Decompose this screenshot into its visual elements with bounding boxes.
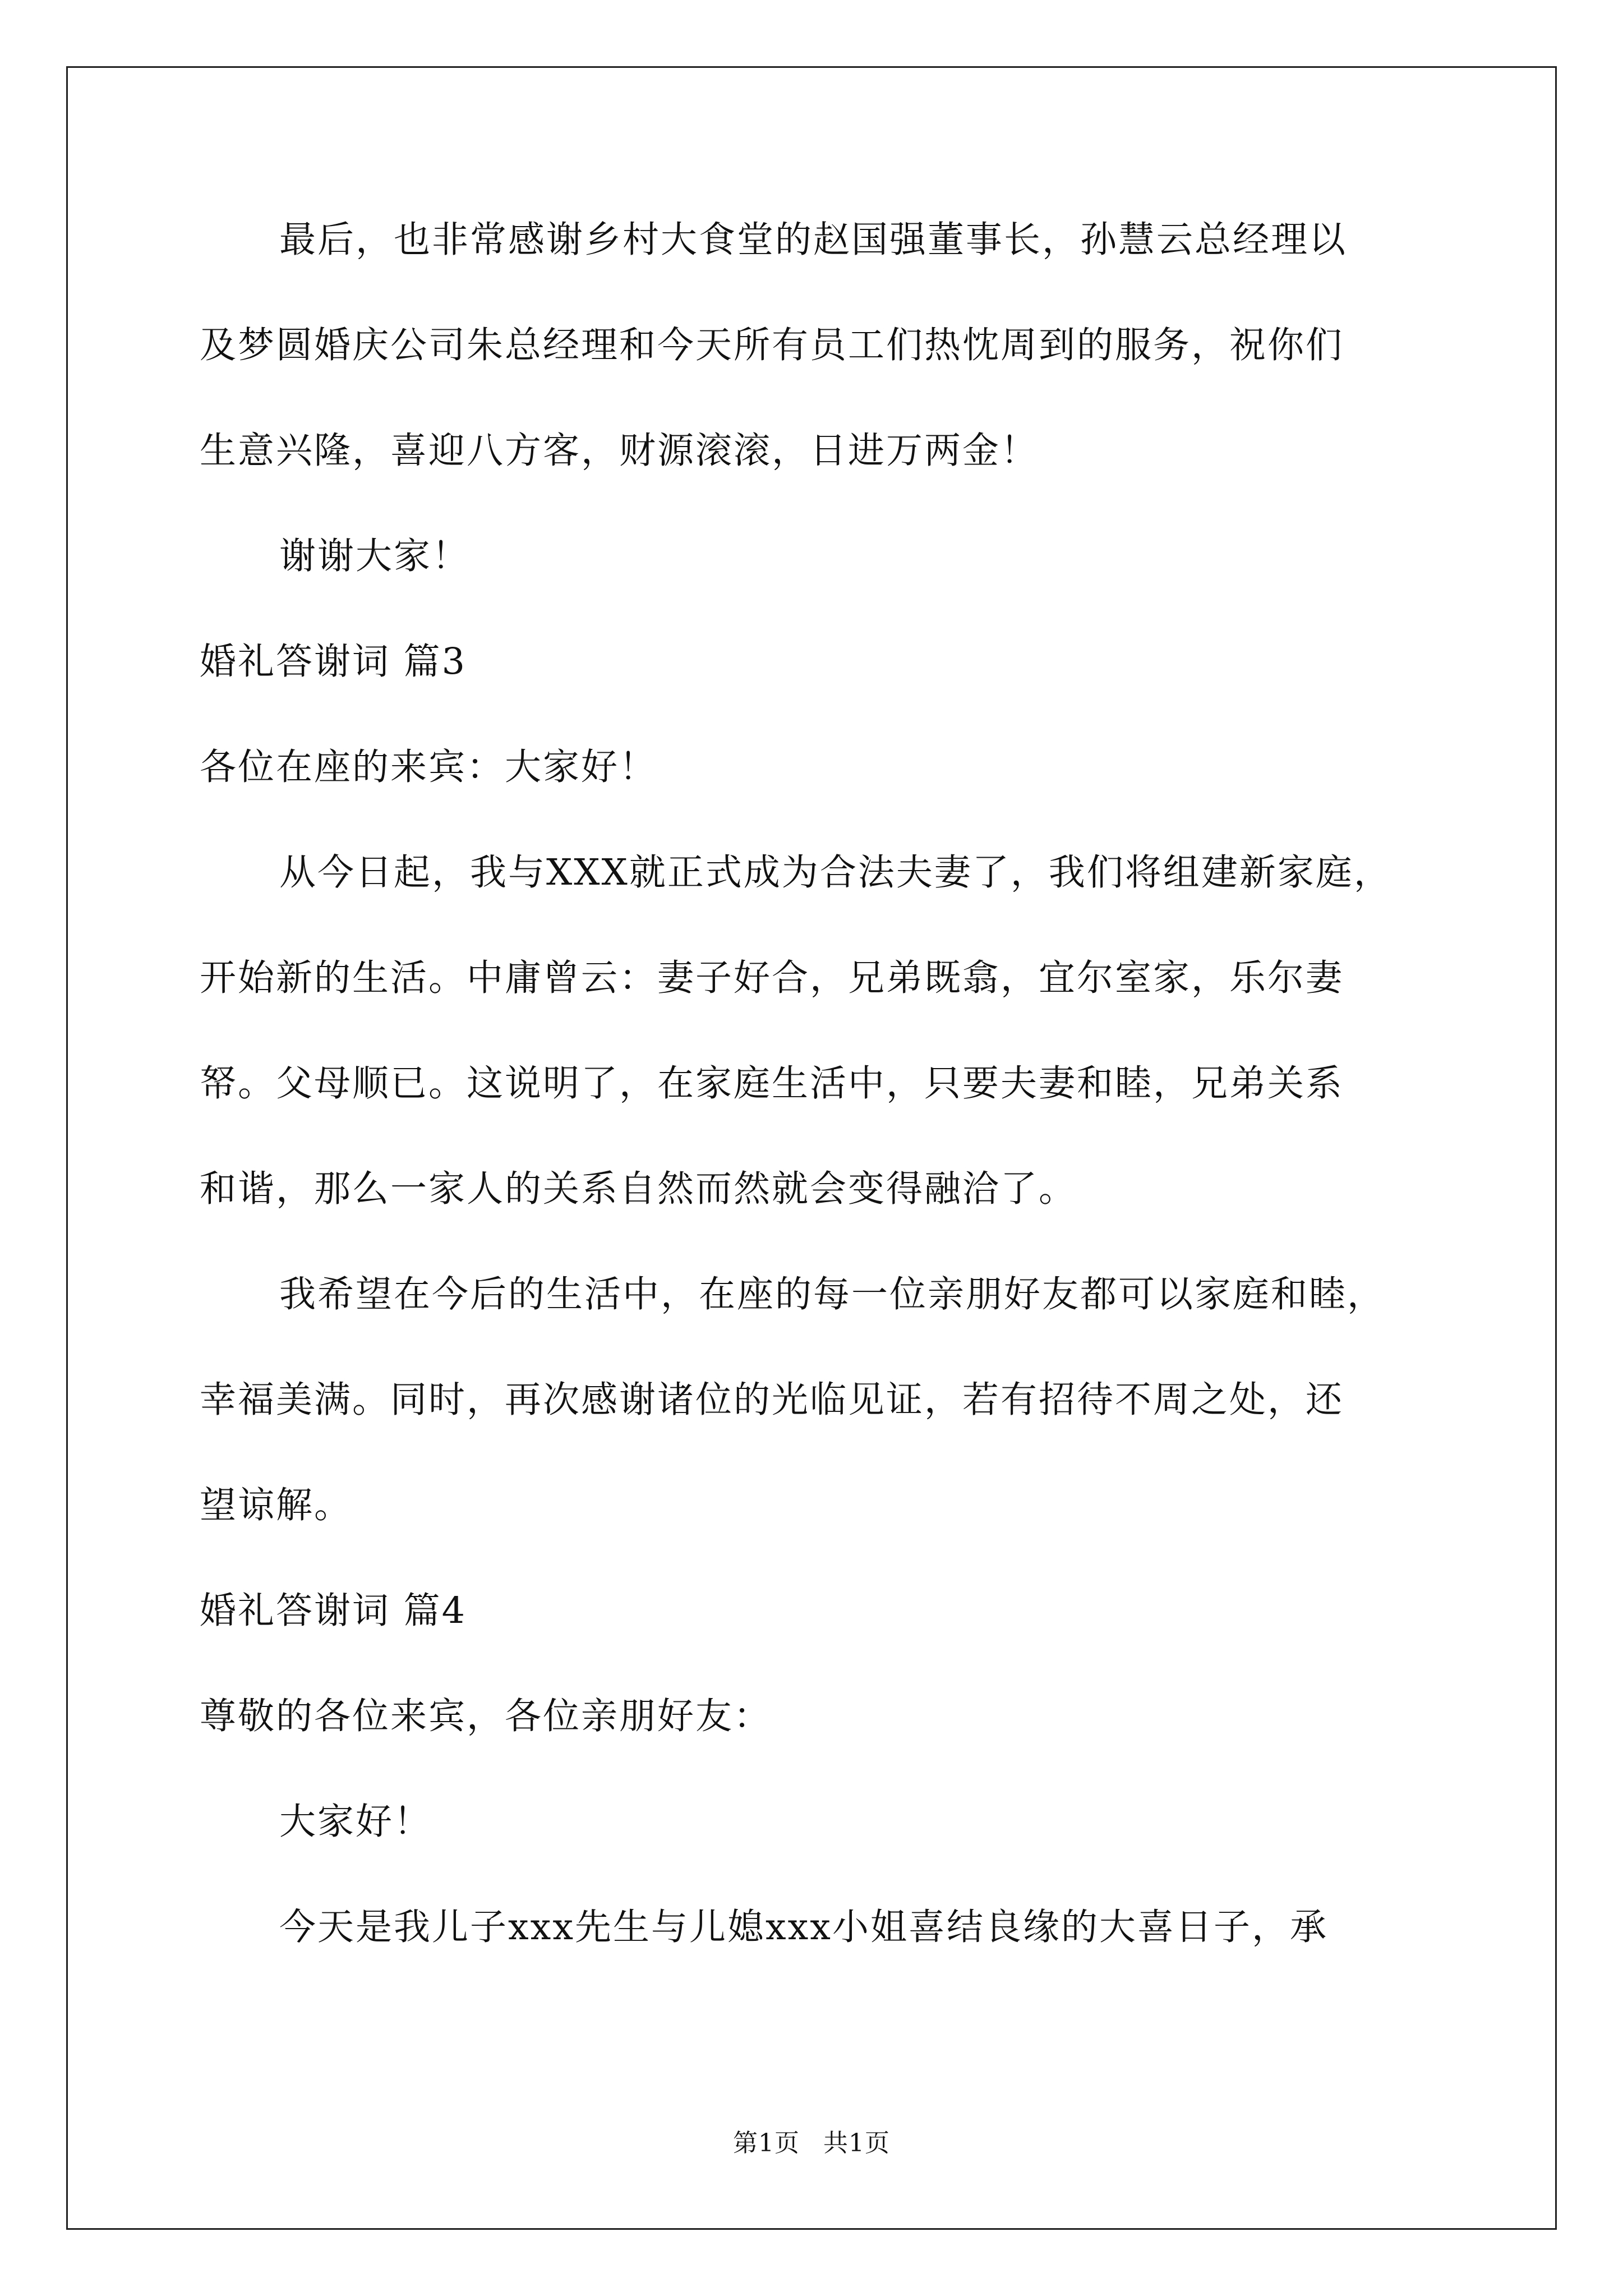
- paragraph-line: 最后，也非常感谢乡村大食堂的赵国强董事长，孙慧云总经理以: [279, 219, 1348, 261]
- page-footer: [0, 2128, 1623, 2159]
- section-heading: 婚礼答谢词 篇4: [200, 1590, 467, 1632]
- salutation: 尊敬的各位来宾，各位亲朋好友：: [200, 1695, 772, 1737]
- paragraph-line: 生意兴隆，喜迎八方客，财源滚滚，日进万两金！: [200, 430, 1039, 472]
- paragraph-line: 及梦圆婚庆公司朱总经理和今天所有员工们热忱周到的服务，祝你们: [200, 324, 1344, 366]
- paragraph-line: 我希望在今后的生活中，在座的每一位亲朋好友都可以家庭和睦，: [279, 1273, 1386, 1315]
- section-heading: 婚礼答谢词 篇3: [200, 641, 467, 683]
- paragraph-line: 大家好！: [279, 1801, 432, 1843]
- paragraph-line: 和谐，那么一家人的关系自然而然就会变得融洽了。: [200, 1168, 1077, 1210]
- paragraph-line: 幸福美满。同时，再次感谢诸位的光临见证，若有招待不周之处，还: [200, 1379, 1344, 1421]
- paragraph-line: 今天是我儿子xxx先生与儿媳xxx小姐喜结良缘的大喜日子，承: [279, 1906, 1328, 1948]
- salutation: 各位在座的来宾：大家好！: [200, 746, 658, 788]
- paragraph-line: 谢谢大家！: [279, 535, 471, 577]
- paragraph-line: 望谅解。: [200, 1484, 353, 1526]
- paragraph-line: 开始新的生活。中庸曾云：妻子好合，兄弟既翕，宜尔室家，乐尔妻: [200, 957, 1344, 999]
- paragraph-line: 帑。父母顺已。这说明了，在家庭生活中，只要夫妻和睦，兄弟关系: [200, 1062, 1344, 1105]
- page-total: 共1页: [823, 2129, 890, 2157]
- page-number: 第1页: [733, 2129, 800, 2157]
- paragraph-line: 从今日起，我与XXX就正式成为合法夫妻了，我们将组建新家庭，: [279, 852, 1392, 894]
